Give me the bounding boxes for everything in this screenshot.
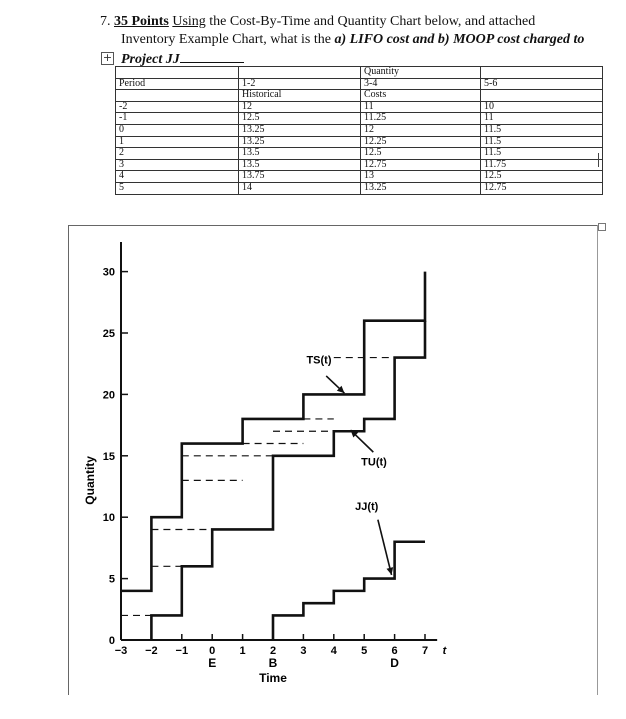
question-line3-text: Project JJ — [121, 52, 180, 67]
series-tut — [151, 321, 425, 640]
table-header-cell: Historical — [239, 90, 361, 102]
table-cell: 1 — [116, 136, 239, 148]
question-number: 7. — [100, 14, 111, 29]
y-tick-label: 5 — [108, 573, 115, 586]
series-label: TU(t) — [361, 456, 387, 469]
x-tick-label: 7 — [421, 645, 429, 657]
series-jjt — [273, 542, 425, 640]
question-line1-rest: the Cost-By-Time and Quantity Chart below, and attached — [205, 14, 536, 29]
table-cell: 11.75 — [481, 159, 603, 171]
series-label: JJ(t) — [355, 500, 379, 513]
x-tick-label: 5 — [361, 645, 368, 657]
table-cell: 13 — [361, 171, 481, 183]
table-cell: 13.25 — [239, 136, 361, 148]
table-cell: 13.5 — [239, 148, 361, 160]
x-tick-label: 3 — [300, 645, 307, 657]
table-cell: 12.75 — [481, 182, 603, 194]
table-cell: -2 — [116, 101, 239, 113]
x-tick-label: −3 — [114, 645, 128, 657]
table-cell: 14 — [239, 182, 361, 194]
table-cell: 13.75 — [239, 171, 361, 183]
table-cell: 11.25 — [361, 113, 481, 125]
table-cell: 11.5 — [481, 148, 603, 160]
table-cell: 0 — [116, 124, 239, 136]
table-cell: 12.5 — [361, 148, 481, 160]
table-cell: -1 — [116, 113, 239, 125]
table-cell: 11.5 — [481, 136, 603, 148]
table-header-cell: Period — [116, 78, 239, 90]
x-tick-label: 6 — [391, 645, 398, 657]
x-tick-label: 4 — [330, 645, 337, 657]
table-cell: 12.5 — [481, 171, 603, 183]
question-points: 35 Points — [114, 14, 169, 29]
y-axis-title: Quantity — [83, 456, 97, 505]
table-header-cell: Quantity — [361, 67, 481, 79]
table-cell: 12 — [239, 101, 361, 113]
x-axis-title: Time — [259, 671, 287, 685]
table-cell: 13.5 — [239, 159, 361, 171]
table-header-cell: 1-2 — [239, 78, 361, 90]
x-letter-label: E — [208, 656, 217, 670]
table-header-cell: Costs — [361, 90, 481, 102]
table-cell: 12.75 — [361, 159, 481, 171]
expand-icon[interactable]: + — [102, 51, 113, 64]
table-cell: 2 — [116, 148, 239, 160]
table-cell: 11.5 — [481, 124, 603, 136]
table-cell: 12.25 — [361, 136, 481, 148]
table-cell: 13.25 — [239, 124, 361, 136]
question-line2-bold: a) LIFO cost and b) MOOP cost charged to — [334, 32, 585, 47]
question-line2-prefix: Inventory Example Chart, what is the — [121, 32, 335, 47]
y-tick-label: 15 — [102, 450, 115, 463]
table-cell: 12 — [361, 124, 481, 136]
x-tick-label: −2 — [145, 645, 158, 657]
x-variable-label: t — [442, 645, 447, 657]
x-tick-label: 1 — [239, 645, 246, 657]
table-header-cell: 3-4 — [361, 78, 481, 90]
x-tick-label: 2 — [269, 645, 277, 657]
y-tick-label: 25 — [102, 328, 115, 340]
table-cell: 3 — [116, 159, 239, 171]
table-cell: 10 — [481, 101, 603, 113]
x-letter-label: D — [390, 656, 399, 670]
jj-arrow — [378, 520, 392, 575]
table-cell: 11 — [361, 101, 481, 113]
table-header-cell: 5-6 — [481, 78, 603, 90]
table-cell: 5 — [116, 182, 239, 194]
y-tick-label: 0 — [108, 635, 115, 647]
y-tick-label: 10 — [102, 512, 115, 525]
table-cell: 13.25 — [361, 182, 481, 194]
x-letter-label: B — [268, 656, 278, 670]
series-label: TS(t) — [306, 354, 332, 367]
x-tick-label: −1 — [175, 645, 189, 657]
y-tick-label: 30 — [102, 266, 115, 279]
table-cell: 4 — [116, 171, 239, 183]
table-cell: 12.5 — [239, 113, 361, 125]
x-tick-label: 0 — [209, 645, 216, 657]
jj-arrow-head — [387, 567, 394, 575]
table-cell: 11 — [481, 113, 603, 125]
y-tick-label: 20 — [102, 389, 115, 402]
question-using: Using — [172, 14, 206, 29]
